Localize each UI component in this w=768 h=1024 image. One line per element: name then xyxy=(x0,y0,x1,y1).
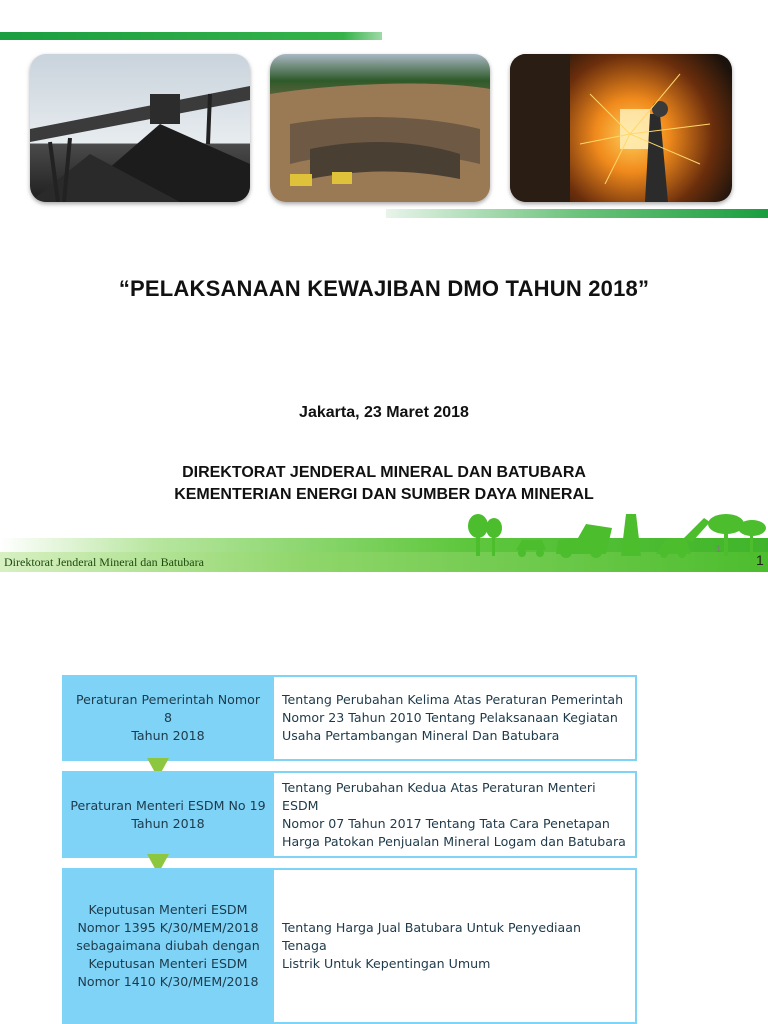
slide-number: 1 xyxy=(756,552,764,568)
middle-accent-bar xyxy=(386,209,768,218)
presentation-title: “PELAKSANAAN KEWAJIBAN DMO TAHUN 2018” xyxy=(118,276,650,301)
presentation-date: Jakarta, 23 Maret 2018 xyxy=(299,404,469,421)
regulation-name-cell xyxy=(62,675,274,761)
organization-line-2: KEMENTERIAN ENERGI DAN SUMBER DAYA MINERAL xyxy=(174,486,594,503)
regulation-description-cell xyxy=(274,868,637,1024)
regulation-name: Peraturan Pemerintah Nomor 8 Tahun 2018 xyxy=(75,692,261,743)
regulation-name-cell xyxy=(62,771,274,858)
regulation-description: Tentang Perubahan Kelima Atas Peraturan Pemerintah Nomor 23 Tahun 2010 Tentang Pelaksanaan Kegiatan Usaha Pertambangan Mineral Dan Batubara xyxy=(282,692,624,743)
footer-organization-text: Direktorat Jenderal Mineral dan Batubara xyxy=(4,555,204,569)
regulation-description-cell xyxy=(274,675,637,761)
regulation-description: Tentang Harga Jual Batubara Untuk Penyediaan Tenaga Listrik Untuk Kepentingan Umum xyxy=(282,920,581,971)
regulation-row-1 xyxy=(62,675,637,761)
regulation-description: Tentang Perubahan Kedua Atas Peraturan Menteri ESDM Nomor 07 Tahun 2017 Tentang Tata Cara Penetapan Harga Patokan Penjualan Mineral Logam dan Batubara xyxy=(282,779,626,849)
regulation-name: Peraturan Menteri ESDM No 19 Tahun 2018 xyxy=(70,797,266,831)
regulation-description-cell xyxy=(274,771,637,858)
regulation-name: Keputusan Menteri ESDM Nomor 1395 K/30/MEM/2018 sebagaimana diubah dengan Keputusan Menteri ESDM Nomor 1410 K/30/MEM/2018 xyxy=(76,902,260,989)
open-pit-mine-photo xyxy=(270,54,490,202)
slide-number-small: 1 xyxy=(716,544,722,554)
regulation-row-3 xyxy=(62,868,637,1024)
organization-line-1: DIREKTORAT JENDERAL MINERAL DAN BATUBARA xyxy=(182,464,586,481)
top-accent-bar xyxy=(0,32,382,40)
regulation-row-2 xyxy=(62,771,637,858)
smelter-sparks-photo xyxy=(510,54,732,202)
mining-silhouettes-icon xyxy=(466,510,768,558)
coal-conveyor-photo xyxy=(30,54,250,202)
regulation-name-cell xyxy=(62,868,274,1024)
